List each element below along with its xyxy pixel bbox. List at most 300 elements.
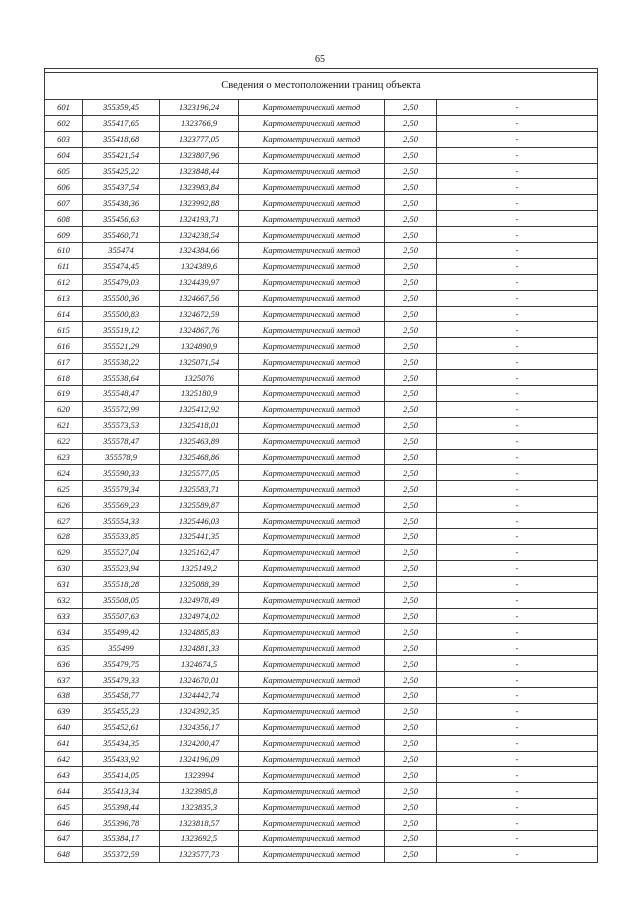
coordinate-x-cell: 355527,04: [83, 544, 160, 560]
table-row: [45, 131, 598, 147]
coordinate-x-cell: 355579,34: [83, 481, 160, 497]
coordinate-x-cell: 355433,92: [83, 751, 160, 767]
accuracy-value-cell: 2,50: [385, 306, 437, 322]
coordinate-y-cell: 1323992,88: [160, 195, 239, 211]
point-description-cell: -: [437, 735, 598, 751]
accuracy-value-cell: 2,50: [385, 767, 437, 783]
accuracy-value-cell: 2,50: [385, 179, 437, 195]
coordinate-y-cell: 1324672,59: [160, 306, 239, 322]
table-row: [45, 830, 598, 846]
coordinate-y-cell: 1325577,05: [160, 465, 239, 481]
determination-method-cell: Картометрический метод: [239, 243, 385, 259]
coordinate-y-cell: 1324667,56: [160, 290, 239, 306]
coordinate-x-cell: 355554,33: [83, 513, 160, 529]
determination-method-cell: Картометрический метод: [239, 417, 385, 433]
table-row: [45, 783, 598, 799]
accuracy-value-cell: 2,50: [385, 322, 437, 338]
point-description-cell: -: [437, 195, 598, 211]
coordinate-y-cell: 1324867,76: [160, 322, 239, 338]
accuracy-value-cell: 2,50: [385, 846, 437, 862]
coordinate-y-cell: 1324885,83: [160, 624, 239, 640]
coordinate-y-cell: 1325589,87: [160, 497, 239, 513]
coordinate-y-cell: 1325418,01: [160, 417, 239, 433]
point-description-cell: -: [437, 560, 598, 576]
accuracy-value-cell: 2,50: [385, 386, 437, 402]
coordinate-x-cell: 355479,75: [83, 656, 160, 672]
point-number-cell: 618: [45, 370, 83, 386]
point-description-cell: -: [437, 401, 598, 417]
point-number-cell: 644: [45, 783, 83, 799]
coordinate-x-cell: 355590,33: [83, 465, 160, 481]
point-description-cell: -: [437, 417, 598, 433]
table-row: [45, 687, 598, 703]
point-number-cell: 613: [45, 290, 83, 306]
coordinate-y-cell: 1324978,49: [160, 592, 239, 608]
point-number-cell: 607: [45, 195, 83, 211]
coordinate-y-cell: 1324193,71: [160, 211, 239, 227]
accuracy-value-cell: 2,50: [385, 608, 437, 624]
determination-method-cell: Картометрический метод: [239, 100, 385, 116]
coordinate-x-cell: 355569,23: [83, 497, 160, 513]
point-number-cell: 639: [45, 703, 83, 719]
table-row: [45, 703, 598, 719]
coordinate-x-cell: 355460,71: [83, 227, 160, 243]
coordinate-y-cell: 1323983,84: [160, 179, 239, 195]
point-number-cell: 615: [45, 322, 83, 338]
point-number-cell: 647: [45, 830, 83, 846]
table-row: [45, 258, 598, 274]
point-number-cell: 611: [45, 258, 83, 274]
accuracy-value-cell: 2,50: [385, 560, 437, 576]
point-description-cell: -: [437, 576, 598, 592]
coordinate-x-cell: 355437,54: [83, 179, 160, 195]
coordinate-x-cell: 355533,85: [83, 529, 160, 545]
determination-method-cell: Картометрический метод: [239, 624, 385, 640]
determination-method-cell: Картометрический метод: [239, 576, 385, 592]
point-description-cell: -: [437, 624, 598, 640]
point-number-cell: 628: [45, 529, 83, 545]
determination-method-cell: Картометрический метод: [239, 751, 385, 767]
point-description-cell: -: [437, 830, 598, 846]
point-description-cell: -: [437, 370, 598, 386]
coordinate-x-cell: 355578,9: [83, 449, 160, 465]
table-row: [45, 417, 598, 433]
determination-method-cell: Картометрический метод: [239, 672, 385, 688]
accuracy-value-cell: 2,50: [385, 830, 437, 846]
coordinate-x-cell: 355500,83: [83, 306, 160, 322]
determination-method-cell: Картометрический метод: [239, 830, 385, 846]
point-number-cell: 632: [45, 592, 83, 608]
accuracy-value-cell: 2,50: [385, 719, 437, 735]
coordinate-x-cell: 355474,45: [83, 258, 160, 274]
determination-method-cell: Картометрический метод: [239, 465, 385, 481]
point-number-cell: 614: [45, 306, 83, 322]
accuracy-value-cell: 2,50: [385, 100, 437, 116]
table-row: [45, 433, 598, 449]
accuracy-value-cell: 2,50: [385, 640, 437, 656]
accuracy-value-cell: 2,50: [385, 624, 437, 640]
coordinate-x-cell: 355455,23: [83, 703, 160, 719]
point-number-cell: 624: [45, 465, 83, 481]
coordinate-y-cell: 1325180,9: [160, 386, 239, 402]
table-row: [45, 815, 598, 831]
table-row: [45, 767, 598, 783]
coordinate-x-cell: 355479,03: [83, 274, 160, 290]
coordinate-y-cell: 1324392,35: [160, 703, 239, 719]
coordinate-y-cell: 1324439,97: [160, 274, 239, 290]
accuracy-value-cell: 2,50: [385, 195, 437, 211]
table-row: [45, 449, 598, 465]
table-row: [45, 544, 598, 560]
determination-method-cell: Картометрический метод: [239, 449, 385, 465]
determination-method-cell: Картометрический метод: [239, 433, 385, 449]
point-number-cell: 621: [45, 417, 83, 433]
coordinate-y-cell: 1323196,24: [160, 100, 239, 116]
coordinate-y-cell: 1323848,44: [160, 163, 239, 179]
determination-method-cell: Картометрический метод: [239, 846, 385, 862]
point-description-cell: -: [437, 846, 598, 862]
table-row: [45, 529, 598, 545]
accuracy-value-cell: 2,50: [385, 544, 437, 560]
point-number-cell: 603: [45, 131, 83, 147]
table-row: [45, 481, 598, 497]
point-description-cell: -: [437, 544, 598, 560]
accuracy-value-cell: 2,50: [385, 433, 437, 449]
coordinate-x-cell: 355452,61: [83, 719, 160, 735]
accuracy-value-cell: 2,50: [385, 449, 437, 465]
point-description-cell: -: [437, 640, 598, 656]
table-row: [45, 401, 598, 417]
accuracy-value-cell: 2,50: [385, 465, 437, 481]
point-description-cell: -: [437, 465, 598, 481]
determination-method-cell: Картометрический метод: [239, 544, 385, 560]
point-description-cell: -: [437, 243, 598, 259]
determination-method-cell: Картометрический метод: [239, 258, 385, 274]
point-description-cell: -: [437, 783, 598, 799]
coordinate-x-cell: 355548,47: [83, 386, 160, 402]
coordinate-x-cell: 355421,54: [83, 147, 160, 163]
accuracy-value-cell: 2,50: [385, 513, 437, 529]
coordinate-y-cell: 1323777,05: [160, 131, 239, 147]
accuracy-value-cell: 2,50: [385, 147, 437, 163]
accuracy-value-cell: 2,50: [385, 576, 437, 592]
coordinate-x-cell: 355479,33: [83, 672, 160, 688]
point-description-cell: -: [437, 354, 598, 370]
point-number-cell: 645: [45, 799, 83, 815]
accuracy-value-cell: 2,50: [385, 592, 437, 608]
determination-method-cell: Картометрический метод: [239, 767, 385, 783]
point-description-cell: -: [437, 227, 598, 243]
accuracy-value-cell: 2,50: [385, 529, 437, 545]
accuracy-value-cell: 2,50: [385, 370, 437, 386]
coordinate-y-cell: 1324389,6: [160, 258, 239, 274]
table-row: [45, 624, 598, 640]
accuracy-value-cell: 2,50: [385, 417, 437, 433]
coordinate-y-cell: 1325463,89: [160, 433, 239, 449]
table-row: [45, 735, 598, 751]
table-row: [45, 672, 598, 688]
point-number-cell: 638: [45, 687, 83, 703]
table-row: [45, 465, 598, 481]
coordinate-x-cell: 355414,05: [83, 767, 160, 783]
determination-method-cell: Картометрический метод: [239, 131, 385, 147]
coordinate-y-cell: 1323807,96: [160, 147, 239, 163]
coordinate-x-cell: 355438,36: [83, 195, 160, 211]
point-description-cell: -: [437, 115, 598, 131]
point-number-cell: 634: [45, 624, 83, 640]
coordinate-y-cell: 1324384,66: [160, 243, 239, 259]
coordinate-y-cell: 1323766,9: [160, 115, 239, 131]
coordinates-table: [44, 68, 598, 863]
table-row: [45, 322, 598, 338]
determination-method-cell: Картометрический метод: [239, 386, 385, 402]
determination-method-cell: Картометрический метод: [239, 274, 385, 290]
coordinate-y-cell: 1325441,35: [160, 529, 239, 545]
coordinate-y-cell: 1323994: [160, 767, 239, 783]
point-number-cell: 605: [45, 163, 83, 179]
point-number-cell: 648: [45, 846, 83, 862]
point-number-cell: 631: [45, 576, 83, 592]
point-number-cell: 620: [45, 401, 83, 417]
determination-method-cell: Картометрический метод: [239, 115, 385, 131]
point-description-cell: -: [437, 751, 598, 767]
coordinate-x-cell: 355507,63: [83, 608, 160, 624]
point-number-cell: 619: [45, 386, 83, 402]
table-row: [45, 354, 598, 370]
determination-method-cell: Картометрический метод: [239, 147, 385, 163]
point-description-cell: -: [437, 290, 598, 306]
accuracy-value-cell: 2,50: [385, 672, 437, 688]
table-row: [45, 799, 598, 815]
accuracy-value-cell: 2,50: [385, 481, 437, 497]
table-row: [45, 386, 598, 402]
point-number-cell: 642: [45, 751, 83, 767]
point-number-cell: 637: [45, 672, 83, 688]
table-row: [45, 592, 598, 608]
coordinate-y-cell: 1324974,02: [160, 608, 239, 624]
determination-method-cell: Картометрический метод: [239, 306, 385, 322]
point-number-cell: 608: [45, 211, 83, 227]
coordinate-y-cell: 1323835,3: [160, 799, 239, 815]
coordinate-y-cell: 1325412,92: [160, 401, 239, 417]
point-description-cell: -: [437, 656, 598, 672]
coordinate-y-cell: 1325076: [160, 370, 239, 386]
accuracy-value-cell: 2,50: [385, 211, 437, 227]
coordinate-x-cell: 355499: [83, 640, 160, 656]
coordinate-y-cell: 1325149,2: [160, 560, 239, 576]
coordinate-y-cell: 1323577,73: [160, 846, 239, 862]
point-description-cell: -: [437, 258, 598, 274]
accuracy-value-cell: 2,50: [385, 401, 437, 417]
coordinates-table-body: [45, 69, 598, 863]
coordinate-x-cell: 355417,65: [83, 115, 160, 131]
coordinate-x-cell: 355508,05: [83, 592, 160, 608]
point-number-cell: 627: [45, 513, 83, 529]
point-number-cell: 617: [45, 354, 83, 370]
accuracy-value-cell: 2,50: [385, 703, 437, 719]
determination-method-cell: Картометрический метод: [239, 370, 385, 386]
table-row: [45, 227, 598, 243]
coordinate-x-cell: 355523,94: [83, 560, 160, 576]
determination-method-cell: Картометрический метод: [239, 401, 385, 417]
coordinate-y-cell: 1324442,74: [160, 687, 239, 703]
accuracy-value-cell: 2,50: [385, 274, 437, 290]
point-description-cell: -: [437, 211, 598, 227]
point-number-cell: 604: [45, 147, 83, 163]
point-description-cell: -: [437, 719, 598, 735]
coordinate-y-cell: 1325468,86: [160, 449, 239, 465]
table-row: [45, 576, 598, 592]
coordinate-x-cell: 355425,22: [83, 163, 160, 179]
point-number-cell: 630: [45, 560, 83, 576]
point-description-cell: -: [437, 274, 598, 290]
point-number-cell: 640: [45, 719, 83, 735]
determination-method-cell: Картометрический метод: [239, 735, 385, 751]
coordinate-x-cell: 355499,42: [83, 624, 160, 640]
accuracy-value-cell: 2,50: [385, 290, 437, 306]
table-row: [45, 290, 598, 306]
coordinate-y-cell: 1325446,03: [160, 513, 239, 529]
determination-method-cell: Картометрический метод: [239, 608, 385, 624]
point-number-cell: 625: [45, 481, 83, 497]
table-row: [45, 338, 598, 354]
point-description-cell: -: [437, 338, 598, 354]
point-number-cell: 646: [45, 815, 83, 831]
point-description-cell: -: [437, 608, 598, 624]
point-number-cell: 606: [45, 179, 83, 195]
accuracy-value-cell: 2,50: [385, 131, 437, 147]
table-row: [45, 306, 598, 322]
point-number-cell: 616: [45, 338, 83, 354]
point-number-cell: 609: [45, 227, 83, 243]
coordinate-y-cell: 1324200,47: [160, 735, 239, 751]
point-number-cell: 635: [45, 640, 83, 656]
determination-method-cell: Картометрический метод: [239, 799, 385, 815]
point-description-cell: -: [437, 513, 598, 529]
determination-method-cell: Картометрический метод: [239, 815, 385, 831]
table-row: [45, 656, 598, 672]
point-description-cell: -: [437, 433, 598, 449]
accuracy-value-cell: 2,50: [385, 783, 437, 799]
determination-method-cell: Картометрический метод: [239, 290, 385, 306]
point-description-cell: -: [437, 529, 598, 545]
coordinate-x-cell: 355518,28: [83, 576, 160, 592]
coordinate-x-cell: 355418,68: [83, 131, 160, 147]
accuracy-value-cell: 2,50: [385, 243, 437, 259]
determination-method-cell: Картометрический метод: [239, 354, 385, 370]
coordinate-x-cell: 355500,36: [83, 290, 160, 306]
coordinate-y-cell: 1324890,9: [160, 338, 239, 354]
table-row: [45, 497, 598, 513]
table-row: [45, 243, 598, 259]
point-number-cell: 610: [45, 243, 83, 259]
coordinate-x-cell: 355521,29: [83, 338, 160, 354]
coordinate-x-cell: 355372,59: [83, 846, 160, 862]
accuracy-value-cell: 2,50: [385, 163, 437, 179]
table-row: [45, 195, 598, 211]
coordinate-y-cell: 1323692,5: [160, 830, 239, 846]
coordinate-x-cell: 355398,44: [83, 799, 160, 815]
determination-method-cell: Картометрический метод: [239, 513, 385, 529]
coordinate-y-cell: 1324238,54: [160, 227, 239, 243]
determination-method-cell: Картометрический метод: [239, 497, 385, 513]
coordinate-x-cell: 355456,63: [83, 211, 160, 227]
accuracy-value-cell: 2,50: [385, 338, 437, 354]
coordinate-y-cell: 1325162,47: [160, 544, 239, 560]
coordinate-x-cell: 355538,64: [83, 370, 160, 386]
determination-method-cell: Картометрический метод: [239, 322, 385, 338]
accuracy-value-cell: 2,50: [385, 227, 437, 243]
table-row: [45, 370, 598, 386]
determination-method-cell: Картометрический метод: [239, 592, 385, 608]
point-description-cell: -: [437, 322, 598, 338]
coordinate-x-cell: 355572,99: [83, 401, 160, 417]
point-number-cell: 612: [45, 274, 83, 290]
coordinate-y-cell: 1323818,57: [160, 815, 239, 831]
table-title: Сведения о местоположении границ объекта: [45, 73, 598, 100]
point-description-cell: -: [437, 497, 598, 513]
coordinate-y-cell: 1325071,54: [160, 354, 239, 370]
coordinate-x-cell: 355413,34: [83, 783, 160, 799]
table-title-row: [45, 73, 598, 100]
accuracy-value-cell: 2,50: [385, 354, 437, 370]
accuracy-value-cell: 2,50: [385, 115, 437, 131]
point-description-cell: -: [437, 799, 598, 815]
point-number-cell: 623: [45, 449, 83, 465]
point-description-cell: -: [437, 100, 598, 116]
coordinate-y-cell: 1323985,8: [160, 783, 239, 799]
accuracy-value-cell: 2,50: [385, 656, 437, 672]
point-description-cell: -: [437, 815, 598, 831]
point-number-cell: 636: [45, 656, 83, 672]
table-row: [45, 560, 598, 576]
accuracy-value-cell: 2,50: [385, 687, 437, 703]
point-description-cell: -: [437, 179, 598, 195]
coordinate-x-cell: 355573,53: [83, 417, 160, 433]
table-row: [45, 640, 598, 656]
determination-method-cell: Картометрический метод: [239, 195, 385, 211]
coordinate-x-cell: 355578,47: [83, 433, 160, 449]
coordinate-y-cell: 1324196,09: [160, 751, 239, 767]
coordinate-y-cell: 1324674,5: [160, 656, 239, 672]
point-description-cell: -: [437, 767, 598, 783]
determination-method-cell: Картометрический метод: [239, 529, 385, 545]
determination-method-cell: Картометрический метод: [239, 719, 385, 735]
coordinate-y-cell: 1324670,01: [160, 672, 239, 688]
point-number-cell: 601: [45, 100, 83, 116]
determination-method-cell: Картометрический метод: [239, 640, 385, 656]
determination-method-cell: Картометрический метод: [239, 211, 385, 227]
table-row: [45, 751, 598, 767]
point-number-cell: 602: [45, 115, 83, 131]
point-description-cell: -: [437, 131, 598, 147]
accuracy-value-cell: 2,50: [385, 815, 437, 831]
point-description-cell: -: [437, 703, 598, 719]
coordinate-x-cell: 355538,22: [83, 354, 160, 370]
coordinate-x-cell: 355474: [83, 243, 160, 259]
table-row: [45, 513, 598, 529]
accuracy-value-cell: 2,50: [385, 258, 437, 274]
table-row: [45, 719, 598, 735]
accuracy-value-cell: 2,50: [385, 799, 437, 815]
determination-method-cell: Картометрический метод: [239, 179, 385, 195]
table-row: [45, 608, 598, 624]
determination-method-cell: Картометрический метод: [239, 227, 385, 243]
coordinate-x-cell: 355458,77: [83, 687, 160, 703]
coordinate-x-cell: 355396,78: [83, 815, 160, 831]
coordinate-x-cell: 355434,35: [83, 735, 160, 751]
coordinate-y-cell: 1324356,17: [160, 719, 239, 735]
